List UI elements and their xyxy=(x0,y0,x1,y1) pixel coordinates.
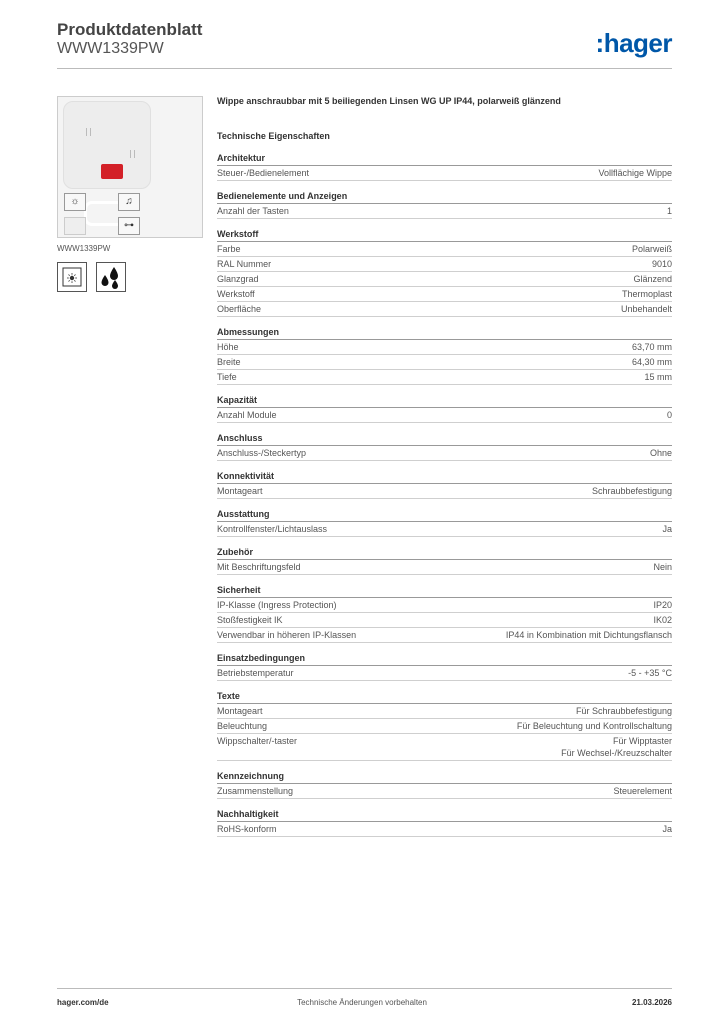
spec-value: Für Wipptaster Für Wechsel-/Kreuzschalter xyxy=(561,736,672,758)
spec-value: Unbehandelt xyxy=(620,304,672,314)
spec-label: Wippschalter/-taster xyxy=(217,736,298,746)
spec-value: IK02 xyxy=(653,615,672,625)
rocker-mark-left xyxy=(86,128,91,136)
spec-label: Stoßfestigkeit IK xyxy=(217,615,283,625)
spec-row xyxy=(217,522,672,537)
spec-section-title: Ausstattung xyxy=(217,508,672,522)
spec-row xyxy=(217,242,672,257)
spec-row xyxy=(217,560,672,575)
spec-row xyxy=(217,287,672,302)
footer-divider xyxy=(57,988,672,989)
spec-section-title: Werkstoff xyxy=(217,228,672,242)
spec-section-title: Zubehör xyxy=(217,546,672,560)
spec-label: Glanzgrad xyxy=(217,274,259,284)
spec-section-title: Sicherheit xyxy=(217,584,672,598)
spec-value: 9010 xyxy=(651,259,672,269)
spec-row xyxy=(217,408,672,423)
technical-properties-heading: Technische Eigenschaften xyxy=(217,131,330,141)
spec-section xyxy=(217,808,672,837)
footer-disclaimer: Technische Änderungen vorbehalten xyxy=(297,998,427,1007)
product-description: Wippe anschraubbar mit 5 beiliegenden Linsen WG UP IP44, polarweiß glänzend xyxy=(217,96,561,106)
light-bulb-icon: ☼ xyxy=(64,193,86,211)
footer-date: 21.03.2026 xyxy=(631,998,672,1007)
spec-label: Zusammenstellung xyxy=(217,786,294,796)
spec-label: Werkstoff xyxy=(217,289,255,299)
spec-section-title: Kennzeichnung xyxy=(217,770,672,784)
spec-section-title: Nachhaltigkeit xyxy=(217,808,672,822)
spec-section xyxy=(217,584,672,643)
spec-section xyxy=(217,770,672,799)
spec-row xyxy=(217,446,672,461)
spec-value: Thermoplast xyxy=(621,289,672,299)
spec-row xyxy=(217,340,672,355)
rocker-mark-right xyxy=(130,150,135,158)
spec-section-title: Einsatzbedingungen xyxy=(217,652,672,666)
spec-value: Glänzend xyxy=(633,274,672,284)
spec-row xyxy=(217,734,672,761)
spec-value: Nein xyxy=(653,562,672,572)
spec-label: IP-Klasse (Ingress Protection) xyxy=(217,600,337,610)
spec-value: Steuerelement xyxy=(613,786,672,796)
spec-row xyxy=(217,166,672,181)
hager-logo: :hager xyxy=(595,28,672,58)
spec-row xyxy=(217,784,672,799)
spec-label: Oberfläche xyxy=(217,304,262,314)
spec-row xyxy=(217,598,672,613)
spec-value: 64,30 mm xyxy=(631,357,672,367)
spec-section xyxy=(217,190,672,219)
bell-icon: ♫ xyxy=(118,193,140,211)
spec-value: -5 - +35 °C xyxy=(628,668,672,678)
spec-value: Vollflächige Wippe xyxy=(598,168,672,178)
ip44-water-drops-icon xyxy=(96,262,126,292)
spec-section xyxy=(217,470,672,499)
footer-website: hager.com/de xyxy=(57,998,109,1007)
spec-label: Anzahl Module xyxy=(217,410,277,420)
spec-section xyxy=(217,546,672,575)
spec-label: Betriebstemperatur xyxy=(217,668,294,678)
spec-row xyxy=(217,302,672,317)
spec-value: IP44 in Kombination mit Dichtungsflansch xyxy=(505,630,672,640)
red-lens xyxy=(101,164,123,179)
spec-row xyxy=(217,204,672,219)
spec-value: 1 xyxy=(666,206,672,216)
spec-section-title: Abmessungen xyxy=(217,326,672,340)
spec-label: RAL Nummer xyxy=(217,259,272,269)
spec-label: Mit Beschriftungsfeld xyxy=(217,562,301,572)
spec-value: Ja xyxy=(662,824,672,834)
spec-section-title: Konnektivität xyxy=(217,470,672,484)
spec-value: Für Schraubbefestigung xyxy=(575,706,672,716)
spec-label: Verwendbar in höheren IP-Klassen xyxy=(217,630,357,640)
product-code: WWW1339PW xyxy=(57,40,164,57)
spec-section xyxy=(217,326,672,385)
spec-label: Anschluss-/Steckertyp xyxy=(217,448,307,458)
connector-line xyxy=(84,209,121,226)
spec-row xyxy=(217,355,672,370)
spec-value: Schraubbefestigung xyxy=(591,486,672,496)
spec-label: Höhe xyxy=(217,342,239,352)
spec-section xyxy=(217,394,672,423)
spec-value: 15 mm xyxy=(644,372,672,382)
spec-value: Ja xyxy=(662,524,672,534)
spec-label: Montageart xyxy=(217,486,263,496)
spec-value: Ohne xyxy=(649,448,672,458)
spec-value: Für Beleuchtung und Kontrollschaltung xyxy=(516,721,672,731)
hager-logo-text: hager xyxy=(603,28,672,58)
spec-label: Montageart xyxy=(217,706,263,716)
spec-row xyxy=(217,613,672,628)
spec-row xyxy=(217,370,672,385)
spec-value: 0 xyxy=(666,410,672,420)
spec-section xyxy=(217,432,672,461)
spec-row xyxy=(217,666,672,681)
spec-row xyxy=(217,272,672,287)
rocker-switch-illustration xyxy=(63,101,151,189)
spec-section-title: Architektur xyxy=(217,152,672,166)
spec-section-title: Bedienelemente und Anzeigen xyxy=(217,190,672,204)
spec-section xyxy=(217,508,672,537)
spec-row xyxy=(217,628,672,643)
spec-label: Tiefe xyxy=(217,372,237,382)
page-title: Produktdatenblatt xyxy=(57,20,203,39)
spec-section xyxy=(217,152,672,181)
spec-label: RoHS-konform xyxy=(217,824,277,834)
spec-row xyxy=(217,257,672,272)
spec-section xyxy=(217,228,672,317)
spec-value: 63,70 mm xyxy=(631,342,672,352)
spec-label: Kontrollfenster/Lichtauslass xyxy=(217,524,328,534)
spec-label: Breite xyxy=(217,357,241,367)
spec-value: IP20 xyxy=(653,600,672,610)
spec-row xyxy=(217,704,672,719)
spec-section-title: Texte xyxy=(217,690,672,704)
header-divider xyxy=(57,68,672,69)
image-caption: WWW1339PW xyxy=(57,244,111,253)
blank-lens-icon xyxy=(64,217,86,235)
spec-label: Steuer-/Bedienelement xyxy=(217,168,310,178)
spec-row xyxy=(217,719,672,734)
specifications-table xyxy=(217,152,672,846)
spec-section-title: Kapazität xyxy=(217,394,672,408)
spec-section xyxy=(217,690,672,761)
product-image xyxy=(57,96,203,238)
spec-section-title: Anschluss xyxy=(217,432,672,446)
spec-label: Anzahl der Tasten xyxy=(217,206,289,216)
spec-row xyxy=(217,822,672,837)
key-icon: ⊶ xyxy=(118,217,140,235)
indoor-use-icon xyxy=(57,262,87,292)
spec-value: Polarweiß xyxy=(631,244,672,254)
spec-label: Beleuchtung xyxy=(217,721,268,731)
spec-row xyxy=(217,484,672,499)
spec-label: Farbe xyxy=(217,244,241,254)
spec-section xyxy=(217,652,672,681)
